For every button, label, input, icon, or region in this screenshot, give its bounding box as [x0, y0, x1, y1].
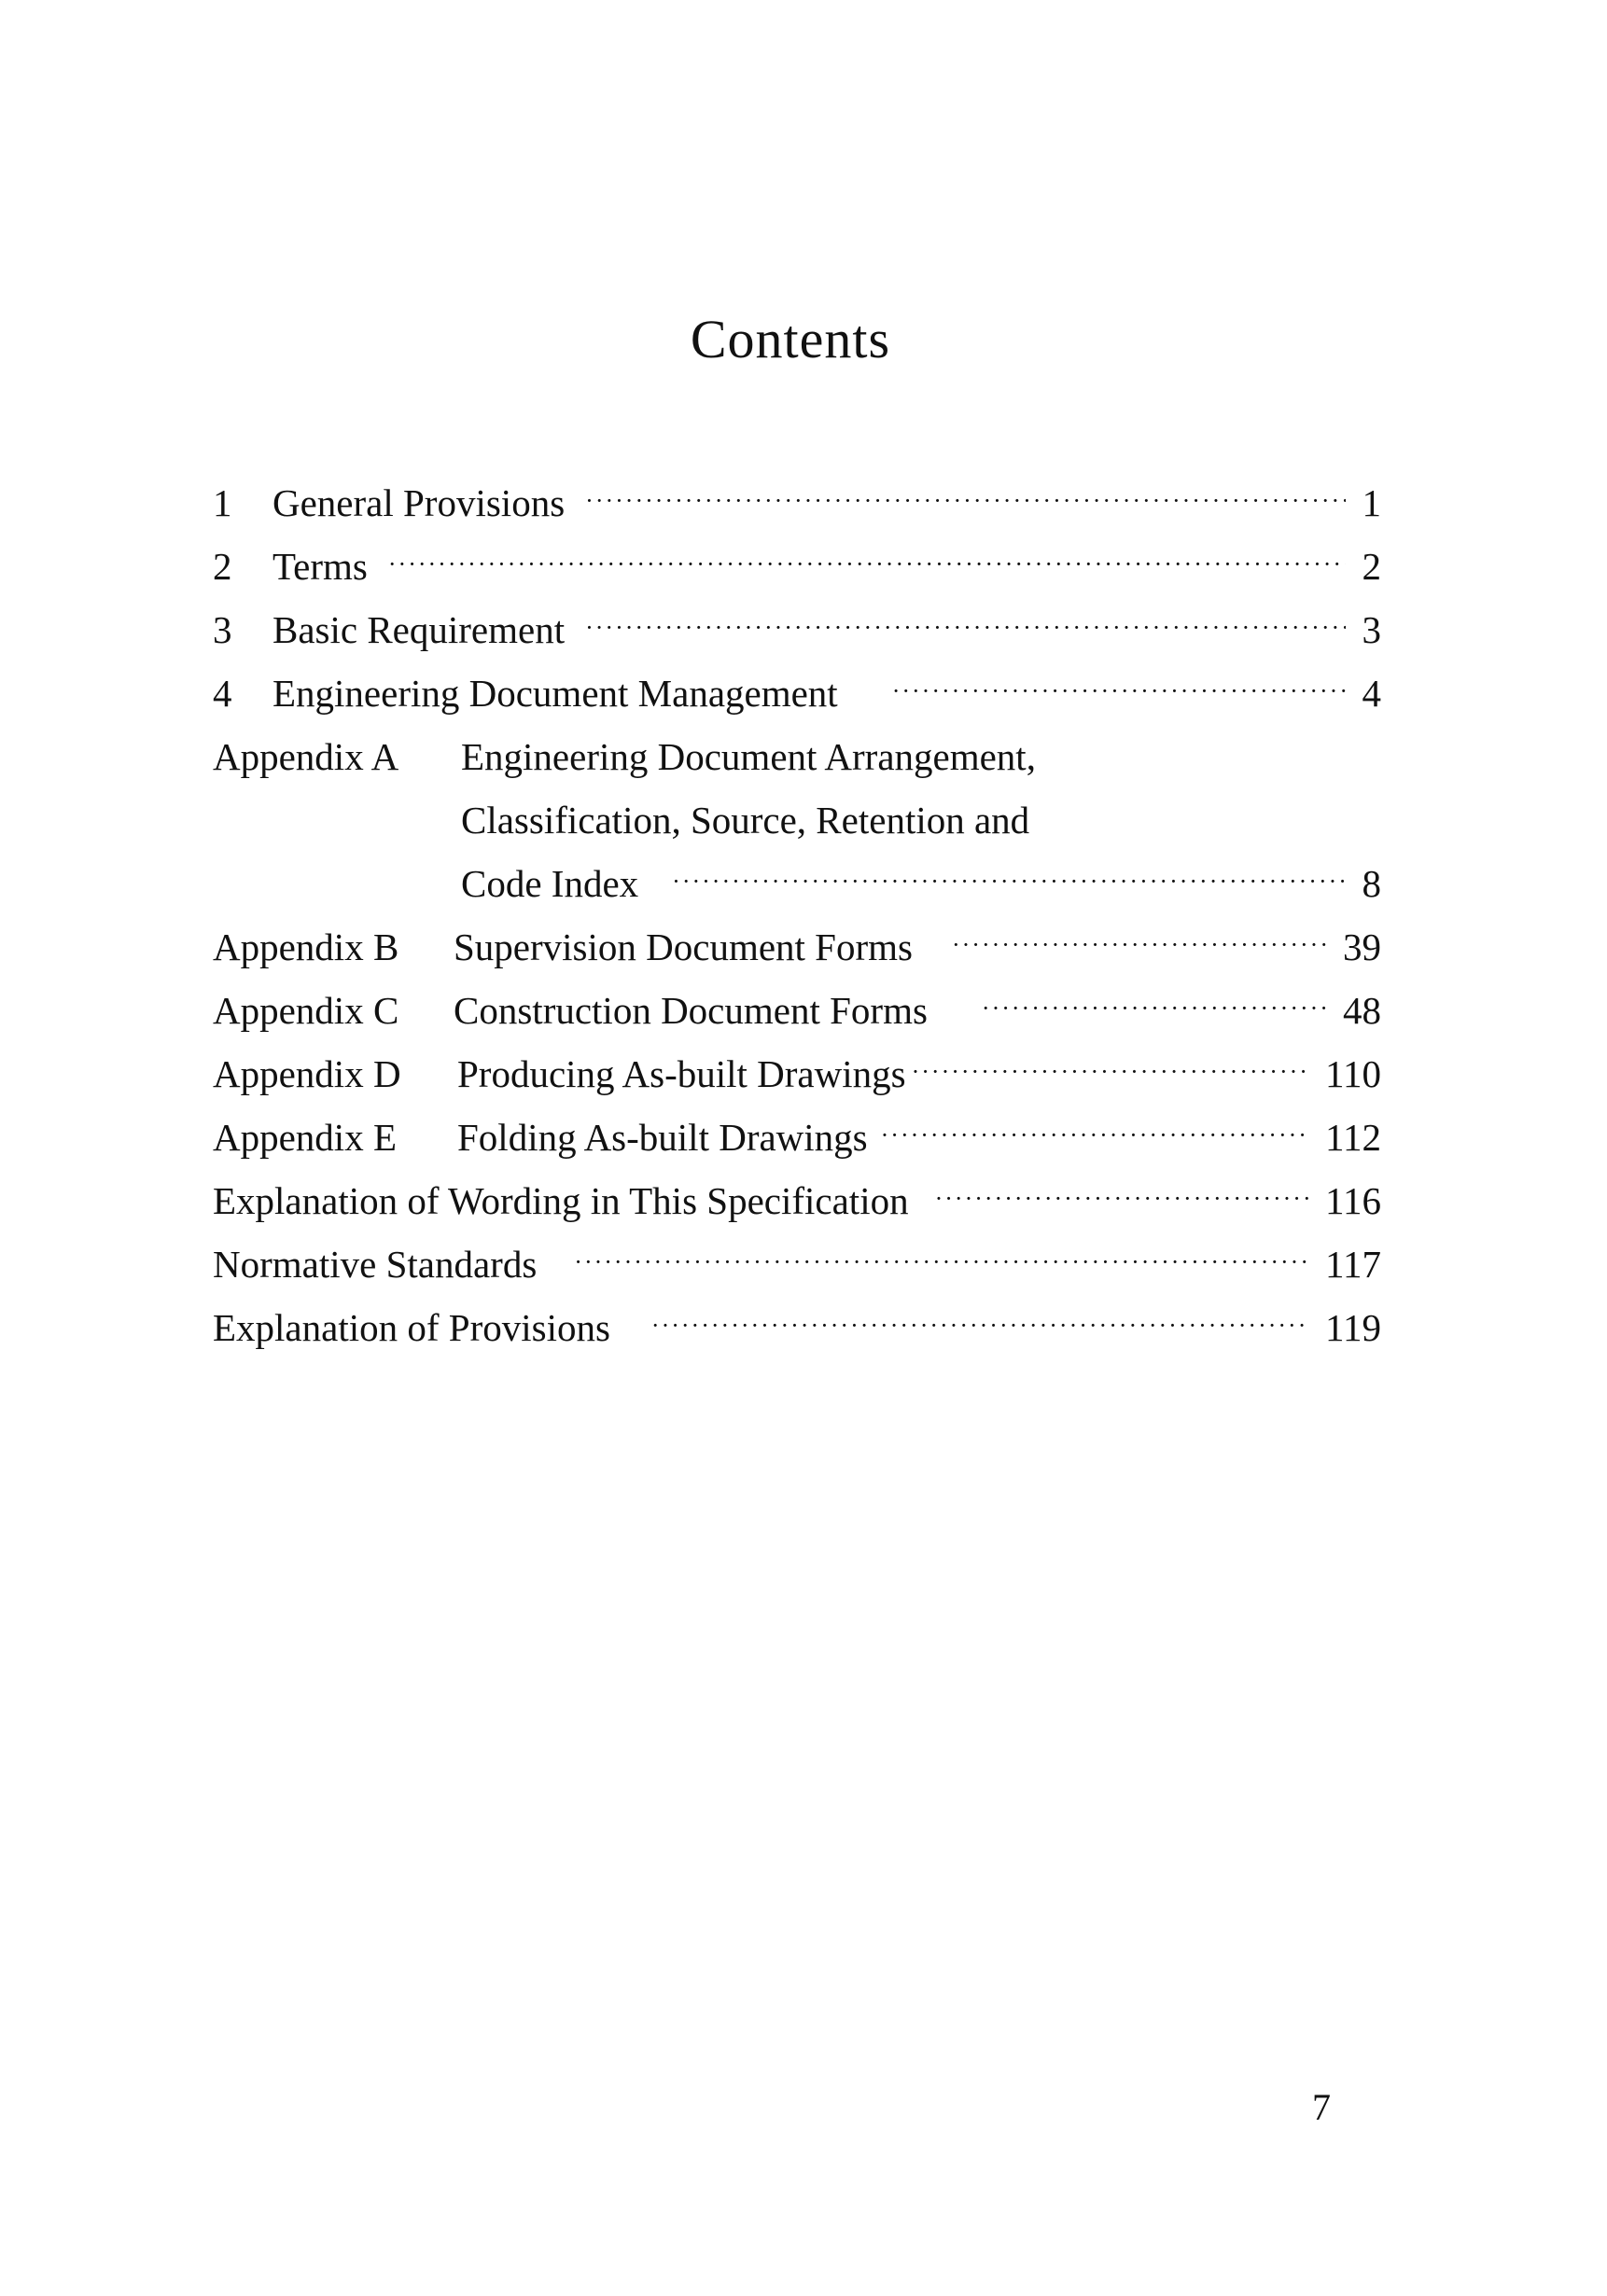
toc-entry-page: 48 [1343, 989, 1381, 1032]
dot-leader [952, 931, 1326, 959]
toc-entry-page: 1 [1362, 481, 1381, 524]
dot-leader [912, 1058, 1308, 1086]
toc-entry-number: 4 [213, 672, 232, 715]
toc-entry-label: Explanation of Wording in This Specification [213, 1179, 909, 1222]
toc-entry-label: Supervision Document Forms [454, 925, 913, 968]
toc-entry-explanation-of-wording[interactable] [213, 1169, 1381, 1232]
dot-leader [982, 995, 1326, 1023]
toc-entry-label: Normative Standards [213, 1243, 538, 1286]
toc-entry-page: 110 [1325, 1052, 1381, 1095]
toc-entry-label: Construction Document Forms [454, 989, 928, 1032]
toc-entry-appendix-a[interactable] [213, 725, 1381, 788]
toc-entry-explanation-of-provisions[interactable] [213, 1296, 1381, 1359]
dot-leader [388, 550, 1346, 578]
dot-leader [935, 1185, 1308, 1213]
toc-entry-prefix: Appendix A [213, 735, 399, 778]
toc-entry-label: Terms [272, 545, 368, 588]
table-of-contents [213, 471, 1381, 1359]
toc-entry-label: Classification, Source, Retention and [461, 799, 1030, 842]
toc-entry-appendix-a-line2 [213, 788, 1381, 852]
toc-entry-appendix-b[interactable] [213, 915, 1381, 979]
toc-entry-page: 119 [1325, 1306, 1381, 1349]
toc-entry-number: 1 [213, 481, 232, 524]
toc-entry-page: 39 [1343, 925, 1381, 968]
dot-leader [585, 487, 1345, 515]
toc-entry-appendix-e[interactable] [213, 1106, 1381, 1169]
toc-entry-page: 117 [1325, 1243, 1381, 1286]
toc-entry-label: Explanation of Provisions [213, 1306, 610, 1349]
toc-entry-label: General Provisions [272, 481, 566, 524]
toc-entry-general-provisions[interactable] [213, 471, 1381, 535]
toc-entry-number: 3 [213, 608, 232, 651]
toc-entry-engineering-document-management[interactable] [213, 661, 1381, 725]
toc-entry-prefix: Appendix D [213, 1052, 401, 1095]
dot-leader [651, 1312, 1308, 1340]
page-title: Contents [690, 309, 891, 369]
toc-entry-label: Engineering Document Management [272, 672, 838, 715]
toc-entry-label: Code Index [461, 862, 639, 905]
dot-leader [585, 614, 1345, 642]
toc-entry-prefix: Appendix E [213, 1116, 397, 1159]
toc-entry-appendix-c[interactable] [213, 979, 1381, 1042]
toc-entry-label: Engineering Document Arrangement, [461, 735, 1036, 778]
toc-entry-terms[interactable] [213, 535, 1381, 598]
dot-leader [881, 1121, 1308, 1149]
dot-leader [574, 1248, 1308, 1276]
dot-leader [672, 868, 1345, 896]
page-number: 7 [1312, 2086, 1331, 2128]
toc-entry-appendix-a-line3[interactable] [213, 852, 1381, 915]
dot-leader [892, 677, 1346, 705]
toc-entry-page: 116 [1325, 1179, 1381, 1222]
toc-entry-page: 8 [1362, 862, 1381, 905]
toc-entry-label: Producing As-built Drawings [457, 1052, 906, 1095]
toc-entry-basic-requirement[interactable] [213, 598, 1381, 661]
toc-entry-page: 3 [1362, 608, 1381, 651]
toc-entry-page: 2 [1362, 545, 1381, 588]
toc-entry-label: Folding As-built Drawings [457, 1116, 868, 1159]
toc-entry-page: 112 [1325, 1116, 1381, 1159]
toc-entry-normative-standards[interactable] [213, 1232, 1381, 1296]
toc-entry-prefix: Appendix B [213, 925, 399, 968]
toc-entry-appendix-d[interactable] [213, 1042, 1381, 1106]
toc-entry-prefix: Appendix C [213, 989, 399, 1032]
toc-entry-number: 2 [213, 545, 232, 588]
toc-entry-page: 4 [1362, 672, 1381, 715]
toc-entry-label: Basic Requirement [272, 608, 566, 651]
